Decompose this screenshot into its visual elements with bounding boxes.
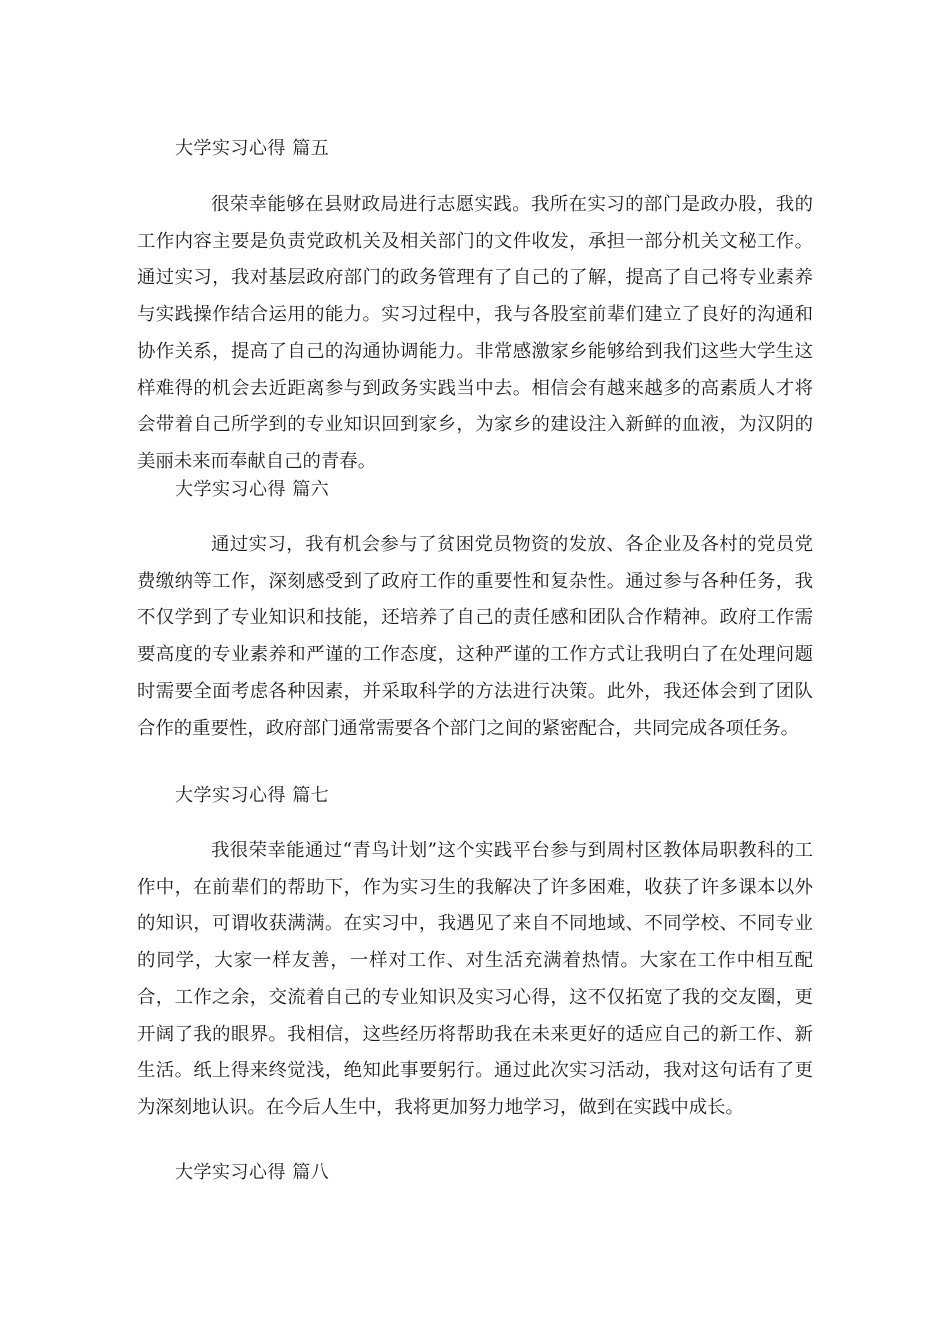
section-paragraph: 通过实习，我有机会参与了贫困党员物资的发放、各企业及各村的党员党费缴纳等工作，深刻感受到了政府工作的重要性和复杂性。通过参与各种任务，我不仅学到了专业知识和技能，还培养了自己的责任感和团队合作精神。政府工作需要高度的专业素养和严谨的工作态度，这种严谨的工作方式让我明白了在处理问题时需要全面考虑各种因素，并采取科学的方法进行决策。此外，我还体会到了团队合作的重要性，政府部门通常需要各个部门之间的紧密配合，共同完成各项任务。	[137, 534, 813, 739]
section-paragraph: 很荣幸能够在县财政局进行志愿实践。我所在实习的部门是政办股，我的工作内容主要是负责党政机关及相关部门的文件收发，承担一部分机关文秘工作。通过实习，我对基层政府部门的政务管理有了自己的了解，提高了自己将专业素养与实践操作结合运用的能力。实习过程中，我与各股室前辈们建立了良好的沟通和协作关系，提高了自己的沟通协调能力。非常感激家乡能够给到我们这些大学生这样难得的机会去近距离参与到政务实践当中去。相信会有越来越多的高素质人才将会带着自己所学到的专业知识回到家乡，为家乡的建设注入新鲜的血液，为汉阴的美丽未来而奉献自己的青春。	[137, 194, 813, 472]
section-paragraph: 我很荣幸能通过“青鸟计划”这个实践平台参与到周村区教体局职教科的工作中，在前辈们的帮助下，作为实习生的我解决了许多困难，收获了许多课本以外的知识，可谓收获满满。在实习中，我遇见了来自不同地域、不同学校、不同专业的同学，大家一样友善，一样对工作、对生活充满着热情。大家在工作中相互配合，工作之余，交流着自己的专业知识及实习心得，这不仅拓宽了我的交友圈，更开阔了我的眼界。我相信，这些经历将帮助我在未来更好的适应自己的新工作、新生活。纸上得来终觉浅，绝知此事要躬行。通过此次实习活动，我对这句话有了更为深刻地认识。在今后人生中，我将更加努力地学习，做到在实践中成长。	[137, 840, 813, 1118]
section-heading: 大学实习心得 篇八	[175, 1162, 330, 1183]
section-heading: 大学实习心得 篇七	[175, 785, 330, 806]
section-heading: 大学实习心得 篇六	[175, 479, 330, 500]
section-heading: 大学实习心得 篇五	[175, 138, 330, 159]
